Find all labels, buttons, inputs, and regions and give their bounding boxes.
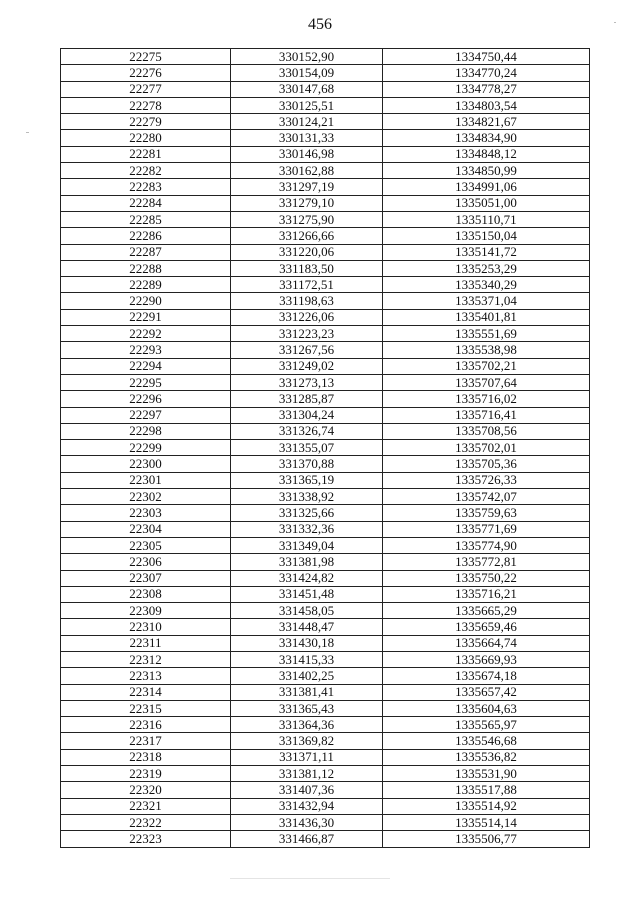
point-number-cell: 22280 — [61, 130, 231, 146]
x-coordinate-cell: 331466,87 — [231, 831, 383, 847]
y-coordinate-cell: 1335669,93 — [383, 651, 590, 667]
y-coordinate-cell: 1335726,33 — [383, 472, 590, 488]
table-row — [61, 65, 590, 81]
y-coordinate-cell: 1335551,69 — [383, 326, 590, 342]
table-row — [61, 603, 590, 619]
point-number-cell: 22298 — [61, 423, 231, 439]
y-coordinate-cell: 1335716,02 — [383, 391, 590, 407]
y-coordinate-cell: 1334991,06 — [383, 179, 590, 195]
point-number-cell: 22306 — [61, 554, 231, 570]
point-number-cell: 22305 — [61, 537, 231, 553]
x-coordinate-cell: 331273,13 — [231, 374, 383, 390]
x-coordinate-cell: 330147,68 — [231, 81, 383, 97]
x-coordinate-cell: 331415,33 — [231, 651, 383, 667]
x-coordinate-cell: 331223,23 — [231, 326, 383, 342]
table-row — [61, 423, 590, 439]
y-coordinate-cell: 1334848,12 — [383, 146, 590, 162]
x-coordinate-cell: 330162,88 — [231, 163, 383, 179]
coordinates-table — [60, 48, 590, 848]
scan-speck — [26, 132, 29, 133]
y-coordinate-cell: 1335665,29 — [383, 603, 590, 619]
x-coordinate-cell: 331436,30 — [231, 814, 383, 830]
x-coordinate-cell: 331325,66 — [231, 505, 383, 521]
point-number-cell: 22292 — [61, 326, 231, 342]
y-coordinate-cell: 1335531,90 — [383, 766, 590, 782]
point-number-cell: 22300 — [61, 456, 231, 472]
y-coordinate-cell: 1335546,68 — [383, 733, 590, 749]
point-number-cell: 22286 — [61, 228, 231, 244]
y-coordinate-cell: 1335705,36 — [383, 456, 590, 472]
table-row — [61, 472, 590, 488]
y-coordinate-cell: 1335514,14 — [383, 814, 590, 830]
x-coordinate-cell: 330124,21 — [231, 114, 383, 130]
x-coordinate-cell: 331285,87 — [231, 391, 383, 407]
table-row — [61, 651, 590, 667]
table-row — [61, 293, 590, 309]
x-coordinate-cell: 331458,05 — [231, 603, 383, 619]
table-row — [61, 537, 590, 553]
x-coordinate-cell: 331355,07 — [231, 440, 383, 456]
point-number-cell: 22311 — [61, 635, 231, 651]
x-coordinate-cell: 331198,63 — [231, 293, 383, 309]
table-row — [61, 374, 590, 390]
point-number-cell: 22308 — [61, 586, 231, 602]
table-row — [61, 97, 590, 113]
point-number-cell: 22278 — [61, 97, 231, 113]
x-coordinate-cell: 331297,19 — [231, 179, 383, 195]
x-coordinate-cell: 331349,04 — [231, 537, 383, 553]
table-row — [61, 407, 590, 423]
x-coordinate-cell: 330125,51 — [231, 97, 383, 113]
y-coordinate-cell: 1335051,00 — [383, 195, 590, 211]
y-coordinate-cell: 1335506,77 — [383, 831, 590, 847]
table-row — [61, 635, 590, 651]
x-coordinate-cell: 331332,36 — [231, 521, 383, 537]
table-row — [61, 114, 590, 130]
table-row — [61, 146, 590, 162]
y-coordinate-cell: 1335253,29 — [383, 260, 590, 276]
point-number-cell: 22291 — [61, 309, 231, 325]
table-row — [61, 130, 590, 146]
point-number-cell: 22303 — [61, 505, 231, 521]
x-coordinate-cell: 331226,06 — [231, 309, 383, 325]
point-number-cell: 22295 — [61, 374, 231, 390]
point-number-cell: 22288 — [61, 260, 231, 276]
table-row — [61, 586, 590, 602]
table-row — [61, 831, 590, 847]
point-number-cell: 22287 — [61, 244, 231, 260]
x-coordinate-cell: 331172,51 — [231, 277, 383, 293]
y-coordinate-cell: 1335708,56 — [383, 423, 590, 439]
table-row — [61, 195, 590, 211]
x-coordinate-cell: 331371,11 — [231, 749, 383, 765]
x-coordinate-cell: 330131,33 — [231, 130, 383, 146]
table-row — [61, 277, 590, 293]
table-row — [61, 814, 590, 830]
y-coordinate-cell: 1335110,71 — [383, 211, 590, 227]
y-coordinate-cell: 1335702,21 — [383, 358, 590, 374]
table-row — [61, 749, 590, 765]
point-number-cell: 22285 — [61, 211, 231, 227]
table-row — [61, 668, 590, 684]
point-number-cell: 22309 — [61, 603, 231, 619]
y-coordinate-cell: 1335340,29 — [383, 277, 590, 293]
table-row — [61, 81, 590, 97]
y-coordinate-cell: 1334803,54 — [383, 97, 590, 113]
x-coordinate-cell: 330152,90 — [231, 49, 383, 65]
point-number-cell: 22279 — [61, 114, 231, 130]
x-coordinate-cell: 331451,48 — [231, 586, 383, 602]
x-coordinate-cell: 331304,24 — [231, 407, 383, 423]
x-coordinate-cell: 331430,18 — [231, 635, 383, 651]
y-coordinate-cell: 1335771,69 — [383, 521, 590, 537]
y-coordinate-cell: 1335664,74 — [383, 635, 590, 651]
point-number-cell: 22290 — [61, 293, 231, 309]
x-coordinate-cell: 331365,43 — [231, 700, 383, 716]
point-number-cell: 22312 — [61, 651, 231, 667]
y-coordinate-cell: 1335716,41 — [383, 407, 590, 423]
y-coordinate-cell: 1334750,44 — [383, 49, 590, 65]
table-row — [61, 440, 590, 456]
point-number-cell: 22297 — [61, 407, 231, 423]
y-coordinate-cell: 1335716,21 — [383, 586, 590, 602]
point-number-cell: 22294 — [61, 358, 231, 374]
y-coordinate-cell: 1334821,67 — [383, 114, 590, 130]
x-coordinate-cell: 331381,12 — [231, 766, 383, 782]
y-coordinate-cell: 1335517,88 — [383, 782, 590, 798]
table-row — [61, 260, 590, 276]
y-coordinate-cell: 1335604,63 — [383, 700, 590, 716]
y-coordinate-cell: 1335759,63 — [383, 505, 590, 521]
table-row — [61, 326, 590, 342]
table-row — [61, 489, 590, 505]
point-number-cell: 22283 — [61, 179, 231, 195]
y-coordinate-cell: 1335536,82 — [383, 749, 590, 765]
y-coordinate-cell: 1335702,01 — [383, 440, 590, 456]
point-number-cell: 22299 — [61, 440, 231, 456]
y-coordinate-cell: 1335141,72 — [383, 244, 590, 260]
table-row — [61, 505, 590, 521]
scan-line — [230, 878, 390, 879]
point-number-cell: 22323 — [61, 831, 231, 847]
x-coordinate-cell: 331448,47 — [231, 619, 383, 635]
x-coordinate-cell: 331275,90 — [231, 211, 383, 227]
y-coordinate-cell: 1335659,46 — [383, 619, 590, 635]
y-coordinate-cell: 1334850,99 — [383, 163, 590, 179]
y-coordinate-cell: 1335657,42 — [383, 684, 590, 700]
point-number-cell: 22313 — [61, 668, 231, 684]
table-row — [61, 228, 590, 244]
point-number-cell: 22281 — [61, 146, 231, 162]
table-row — [61, 700, 590, 716]
table-row — [61, 782, 590, 798]
y-coordinate-cell: 1335742,07 — [383, 489, 590, 505]
y-coordinate-cell: 1334770,24 — [383, 65, 590, 81]
point-number-cell: 22293 — [61, 342, 231, 358]
coordinates-table-body — [61, 49, 590, 848]
point-number-cell: 22275 — [61, 49, 231, 65]
point-number-cell: 22310 — [61, 619, 231, 635]
table-row — [61, 342, 590, 358]
x-coordinate-cell: 331369,82 — [231, 733, 383, 749]
table-row — [61, 554, 590, 570]
page-number: 456 — [308, 16, 332, 33]
table-row — [61, 733, 590, 749]
x-coordinate-cell: 331220,06 — [231, 244, 383, 260]
y-coordinate-cell: 1335538,98 — [383, 342, 590, 358]
point-number-cell: 22322 — [61, 814, 231, 830]
scan-speck — [614, 22, 616, 23]
point-number-cell: 22321 — [61, 798, 231, 814]
y-coordinate-cell: 1335750,22 — [383, 570, 590, 586]
table-row — [61, 163, 590, 179]
table-row — [61, 521, 590, 537]
x-coordinate-cell: 330146,98 — [231, 146, 383, 162]
x-coordinate-cell: 331381,98 — [231, 554, 383, 570]
point-number-cell: 22319 — [61, 766, 231, 782]
x-coordinate-cell: 331402,25 — [231, 668, 383, 684]
point-number-cell: 22318 — [61, 749, 231, 765]
point-number-cell: 22320 — [61, 782, 231, 798]
table-row — [61, 211, 590, 227]
y-coordinate-cell: 1335707,64 — [383, 374, 590, 390]
table-row — [61, 570, 590, 586]
x-coordinate-cell: 330154,09 — [231, 65, 383, 81]
x-coordinate-cell: 331326,74 — [231, 423, 383, 439]
y-coordinate-cell: 1335565,97 — [383, 717, 590, 733]
x-coordinate-cell: 331267,56 — [231, 342, 383, 358]
point-number-cell: 22307 — [61, 570, 231, 586]
point-number-cell: 22284 — [61, 195, 231, 211]
point-number-cell: 22315 — [61, 700, 231, 716]
x-coordinate-cell: 331424,82 — [231, 570, 383, 586]
table-row — [61, 309, 590, 325]
x-coordinate-cell: 331364,36 — [231, 717, 383, 733]
y-coordinate-cell: 1335150,04 — [383, 228, 590, 244]
x-coordinate-cell: 331370,88 — [231, 456, 383, 472]
table-row — [61, 619, 590, 635]
x-coordinate-cell: 331407,36 — [231, 782, 383, 798]
point-number-cell: 22302 — [61, 489, 231, 505]
x-coordinate-cell: 331432,94 — [231, 798, 383, 814]
y-coordinate-cell: 1334778,27 — [383, 81, 590, 97]
x-coordinate-cell: 331279,10 — [231, 195, 383, 211]
table-row — [61, 684, 590, 700]
y-coordinate-cell: 1335401,81 — [383, 309, 590, 325]
x-coordinate-cell: 331249,02 — [231, 358, 383, 374]
table-row — [61, 49, 590, 65]
point-number-cell: 22276 — [61, 65, 231, 81]
x-coordinate-cell: 331365,19 — [231, 472, 383, 488]
x-coordinate-cell: 331381,41 — [231, 684, 383, 700]
y-coordinate-cell: 1335514,92 — [383, 798, 590, 814]
x-coordinate-cell: 331183,50 — [231, 260, 383, 276]
point-number-cell: 22304 — [61, 521, 231, 537]
point-number-cell: 22301 — [61, 472, 231, 488]
point-number-cell: 22277 — [61, 81, 231, 97]
point-number-cell: 22316 — [61, 717, 231, 733]
point-number-cell: 22296 — [61, 391, 231, 407]
point-number-cell: 22317 — [61, 733, 231, 749]
point-number-cell: 22282 — [61, 163, 231, 179]
table-row — [61, 766, 590, 782]
y-coordinate-cell: 1335772,81 — [383, 554, 590, 570]
table-row — [61, 798, 590, 814]
table-row — [61, 179, 590, 195]
table-row — [61, 244, 590, 260]
table-row — [61, 358, 590, 374]
table-row — [61, 456, 590, 472]
x-coordinate-cell: 331266,66 — [231, 228, 383, 244]
point-number-cell: 22289 — [61, 277, 231, 293]
table-row — [61, 717, 590, 733]
y-coordinate-cell: 1335674,18 — [383, 668, 590, 684]
y-coordinate-cell: 1335774,90 — [383, 537, 590, 553]
point-number-cell: 22314 — [61, 684, 231, 700]
table-row — [61, 391, 590, 407]
y-coordinate-cell: 1334834,90 — [383, 130, 590, 146]
x-coordinate-cell: 331338,92 — [231, 489, 383, 505]
y-coordinate-cell: 1335371,04 — [383, 293, 590, 309]
